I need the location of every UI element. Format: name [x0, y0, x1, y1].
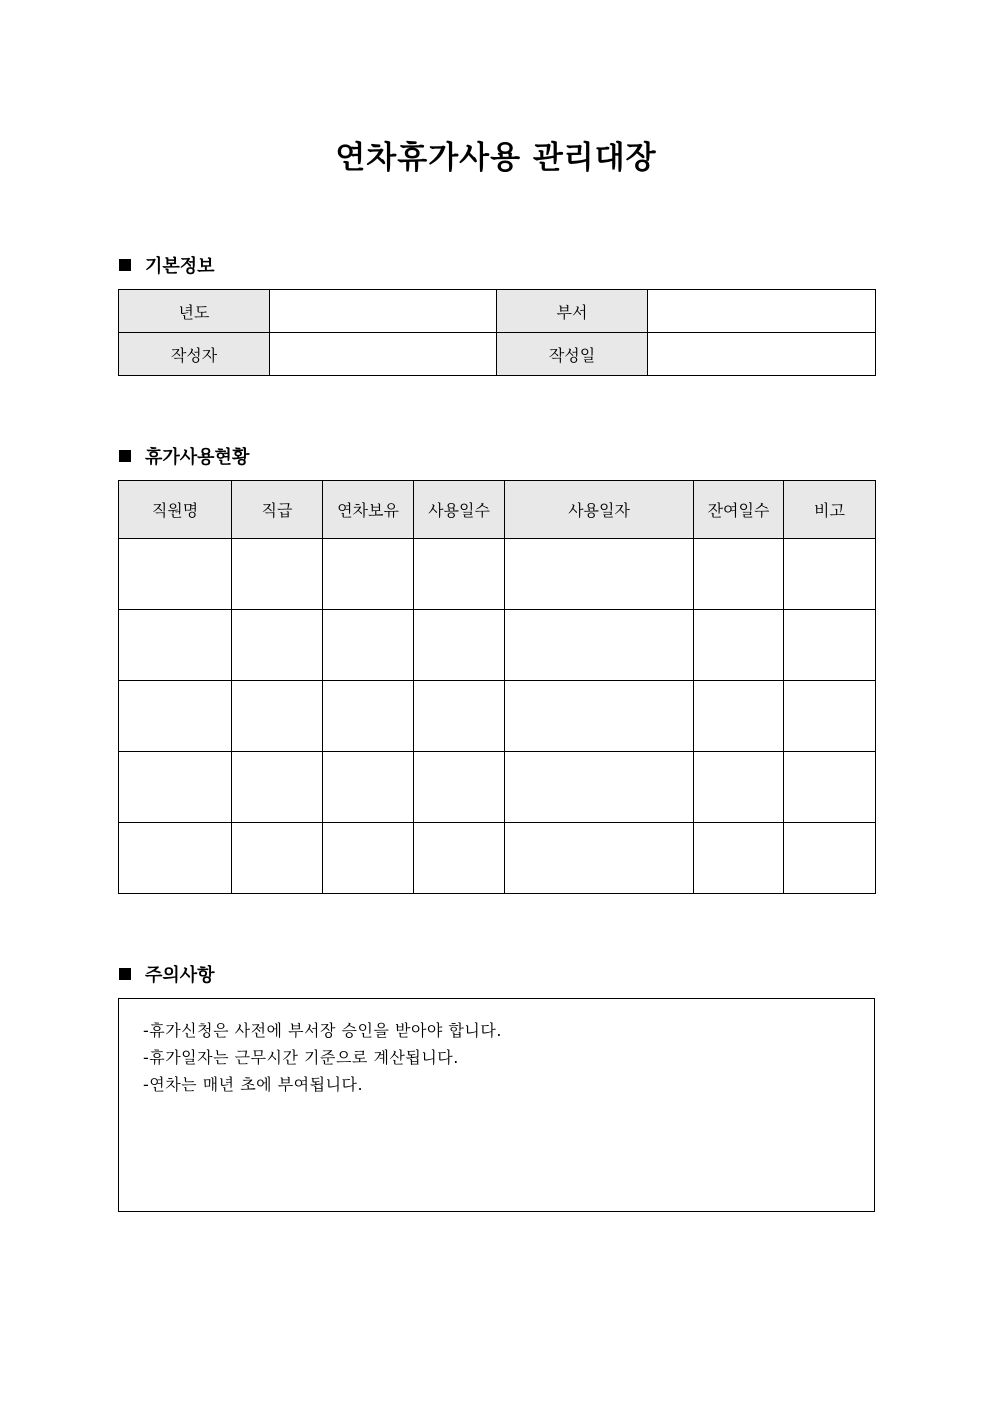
position-cell[interactable]: [232, 539, 323, 610]
remarks-cell[interactable]: [784, 681, 876, 752]
notes-heading-label: 주의사항: [145, 965, 215, 986]
date-written-field[interactable]: [648, 333, 876, 376]
table-row: [119, 752, 876, 823]
year-label: 년도: [119, 290, 270, 333]
column-header-annual-leave: 연차보유: [323, 481, 414, 539]
note-item: -휴가일자는 근무시간 기준으로 계산됩니다.: [143, 1048, 459, 1067]
annual-leave-cell[interactable]: [323, 752, 414, 823]
days-remaining-cell[interactable]: [694, 752, 784, 823]
annual-leave-cell[interactable]: [323, 610, 414, 681]
column-header-remarks: 비고: [784, 481, 876, 539]
days-remaining-cell[interactable]: [694, 681, 784, 752]
usage-heading-label: 휴가사용현황: [145, 447, 250, 468]
table-row: [119, 681, 876, 752]
position-cell[interactable]: [232, 610, 323, 681]
column-header-dates-used: 사용일자: [505, 481, 694, 539]
days-used-cell[interactable]: [414, 539, 505, 610]
usage-table: [118, 480, 876, 894]
department-label: 부서: [497, 290, 648, 333]
dates-used-cell[interactable]: [505, 681, 694, 752]
column-header-days-remaining: 잔여일수: [694, 481, 784, 539]
annual-leave-cell[interactable]: [323, 539, 414, 610]
days-used-cell[interactable]: [414, 823, 505, 894]
employee-cell[interactable]: [119, 823, 232, 894]
annual-leave-cell[interactable]: [323, 681, 414, 752]
notes-list: [119, 999, 874, 1098]
table-row: [119, 823, 876, 894]
notes-box: [118, 998, 875, 1212]
basic-info-table: [118, 289, 876, 376]
basic-info-heading-label: 기본정보: [145, 256, 215, 277]
position-cell[interactable]: [232, 823, 323, 894]
square-bullet-icon: [119, 259, 131, 271]
table-header-row: [119, 481, 876, 539]
remarks-cell[interactable]: [784, 752, 876, 823]
days-remaining-cell[interactable]: [694, 823, 784, 894]
dates-used-cell[interactable]: [505, 610, 694, 681]
table-row: [119, 333, 876, 376]
dates-used-cell[interactable]: [505, 539, 694, 610]
basic-info-heading: [119, 253, 215, 277]
days-used-cell[interactable]: [414, 610, 505, 681]
column-header-employee: 직원명: [119, 481, 232, 539]
usage-table-body: [119, 539, 876, 894]
remarks-cell[interactable]: [784, 823, 876, 894]
note-item: -연차는 매년 초에 부여됩니다.: [143, 1075, 364, 1094]
dates-used-cell[interactable]: [505, 823, 694, 894]
employee-cell[interactable]: [119, 752, 232, 823]
position-cell[interactable]: [232, 752, 323, 823]
author-label: 작성자: [119, 333, 270, 376]
notes-heading: [119, 962, 215, 986]
days-remaining-cell[interactable]: [694, 610, 784, 681]
column-header-days-used: 사용일수: [414, 481, 505, 539]
employee-cell[interactable]: [119, 681, 232, 752]
employee-cell[interactable]: [119, 539, 232, 610]
table-row: [119, 539, 876, 610]
days-used-cell[interactable]: [414, 681, 505, 752]
annual-leave-cell[interactable]: [323, 823, 414, 894]
table-row: [119, 290, 876, 333]
page-title: 연차휴가사용 관리대장: [335, 140, 657, 176]
author-field[interactable]: [270, 333, 497, 376]
remarks-cell[interactable]: [784, 539, 876, 610]
column-header-position: 직급: [232, 481, 323, 539]
square-bullet-icon: [119, 450, 131, 462]
year-field[interactable]: [270, 290, 497, 333]
table-row: [119, 610, 876, 681]
days-remaining-cell[interactable]: [694, 539, 784, 610]
employee-cell[interactable]: [119, 610, 232, 681]
dates-used-cell[interactable]: [505, 752, 694, 823]
days-used-cell[interactable]: [414, 752, 505, 823]
position-cell[interactable]: [232, 681, 323, 752]
note-item: -휴가신청은 사전에 부서장 승인을 받아야 합니다.: [143, 1021, 502, 1040]
square-bullet-icon: [119, 968, 131, 980]
usage-heading: [119, 444, 249, 468]
date-written-label: 작성일: [497, 333, 648, 376]
department-field[interactable]: [648, 290, 876, 333]
remarks-cell[interactable]: [784, 610, 876, 681]
